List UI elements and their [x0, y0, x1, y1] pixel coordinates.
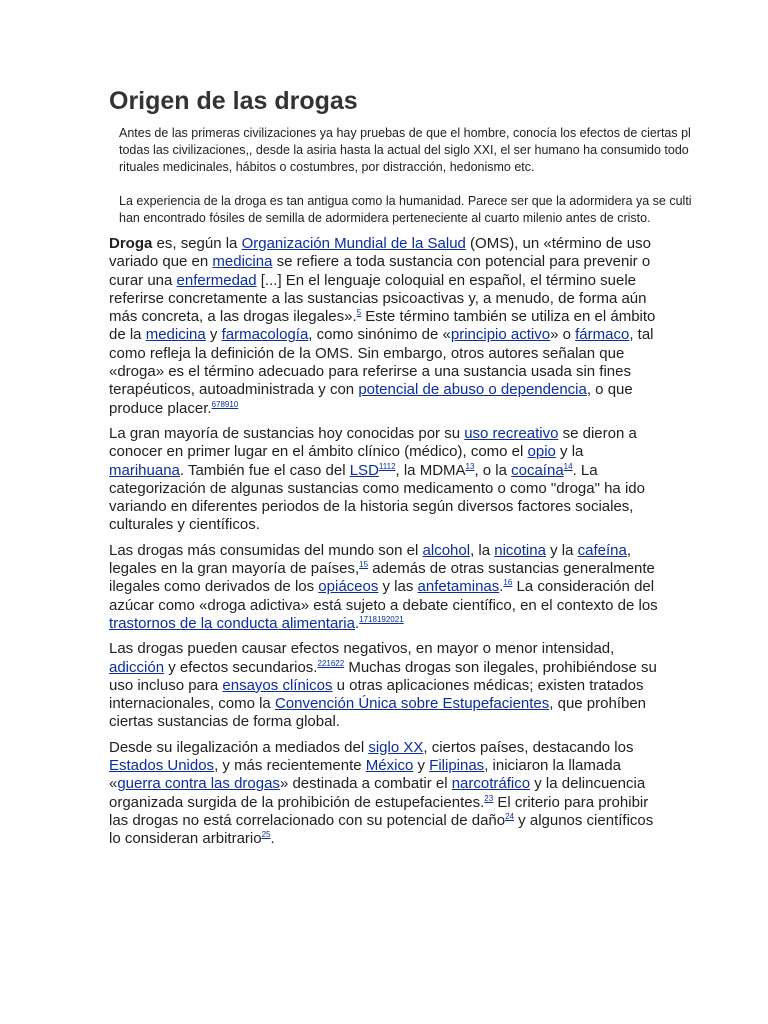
text: La gran mayoría de sustancias hoy conocidas por su	[109, 424, 465, 442]
reference-marker	[564, 462, 573, 471]
reference-marker	[503, 578, 512, 587]
text: y la	[545, 541, 578, 559]
text: , y más recientemente	[214, 757, 366, 775]
text: . La categorización de algunas sustancias como medicamento o como "droga" ha ido variando en diferentes periodos de la historia según diversos factores sociales, culturales y científicos.	[109, 461, 645, 534]
text: El criterio para prohibir las drogas no está correlacionado con su potencial de daño	[109, 793, 649, 829]
link-anfetaminas[interactable]: anfetaminas	[417, 578, 500, 596]
reference-link[interactable]: 14	[563, 461, 573, 471]
link-farmacologia[interactable]: farmacología	[221, 326, 309, 344]
link-principio-activo[interactable]: principio activo	[450, 326, 551, 344]
intro-line: Antes de las primeras civilizaciones ya hay pruebas de que el hombre, conocía los efectos de ciertas pl	[119, 126, 691, 140]
link-cafeina[interactable]: cafeína	[577, 541, 627, 559]
link-mexico[interactable]: México	[365, 757, 414, 775]
text: y la	[555, 443, 584, 461]
reference-marker	[359, 615, 404, 624]
intro-line: La experiencia de la droga es tan antigua como la humanidad. Parece ser que la adormidera ya se culti	[119, 194, 692, 208]
text: Muchas drogas son ilegales, prohibiéndose su uso incluso para	[109, 658, 657, 694]
reference-link[interactable]: 25	[261, 830, 271, 840]
reference-marker	[212, 400, 239, 409]
link-opiaceos[interactable]: opiáceos	[318, 578, 379, 596]
text: y	[413, 757, 430, 775]
reference-link[interactable]: 24	[505, 811, 515, 821]
text: La consideración del azúcar como «droga adictiva» está sujeto a debate científico, en el contexto de los	[109, 578, 658, 614]
reference-marker	[484, 794, 493, 803]
link-siglo-xx[interactable]: siglo XX	[368, 738, 424, 756]
text: y algunos científicos lo consideran arbitrario	[109, 811, 654, 848]
text: , legales en la gran mayoría de países,	[109, 541, 632, 578]
link-potencial-abuso[interactable]: potencial de abuso o dependencia	[358, 381, 587, 399]
paragraph-recreational-use	[109, 425, 661, 535]
text: , que prohíben ciertas sustancias de forma global.	[109, 695, 647, 731]
reference-marker	[359, 560, 368, 569]
text: , iniciaron la llamada «	[109, 757, 621, 793]
text: (OMS), un «término de uso variado que en	[109, 235, 651, 271]
text: es, según la	[152, 235, 242, 252]
link-farmaco[interactable]: fármaco	[575, 326, 630, 344]
text: , la MDMA	[395, 461, 466, 479]
link-oms[interactable]: Organización Mundial de la Salud	[241, 235, 466, 252]
text: , o que produce placer.	[109, 381, 633, 417]
intro-line: todas las civilizaciones,, desde la asiria hasta la actual del siglo XXI, el ser humano ha consumido todo	[119, 143, 689, 157]
reference-marker	[357, 308, 361, 317]
text: , tal como refleja la definición de la OMS. Sin embargo, otros autores señalan que «droga» es el término adecuado para referirse a una sustancia usada sin fines terapéuticos, autoadministrada y con	[109, 326, 654, 399]
text: Las drogas pueden causar efectos negativos, en mayor o menor intensidad,	[109, 640, 615, 658]
reference-link[interactable]: 16	[503, 578, 513, 588]
link-medicina[interactable]: medicina	[212, 253, 273, 271]
link-enfermedad[interactable]: enfermedad	[176, 271, 257, 289]
reference-link[interactable]: 15	[359, 560, 369, 570]
text: y efectos secundarios.	[164, 658, 318, 676]
reference-link[interactable]: 678910	[211, 399, 239, 409]
reference-link[interactable]: 5	[356, 308, 362, 318]
reference-marker	[505, 812, 514, 821]
link-ensayos-clinicos[interactable]: ensayos clínicos	[222, 676, 333, 694]
intro-line: han encontrado fósiles de semilla de adormidera perteneciente al cuarto milenio antes de cristo.	[119, 211, 651, 225]
text: .	[499, 578, 504, 596]
link-filipinas[interactable]: Filipinas	[429, 757, 485, 775]
reference-link[interactable]: 23	[484, 793, 494, 803]
link-estados-unidos[interactable]: Estados Unidos	[109, 757, 215, 775]
reference-link[interactable]: 13	[465, 461, 475, 471]
reference-marker	[317, 659, 344, 668]
link-guerra-contra-drogas[interactable]: guerra contra las drogas	[117, 775, 280, 793]
text: y	[205, 326, 222, 344]
text: [...] En el lenguaje coloquial en español, el término suele referirse concretamente a las sustancias psicoactivas y, a menudo, de forma aún más concreta, a las drogas ilegales».	[109, 271, 647, 326]
text: se refiere a toda sustancia con potencial para prevenir o curar una	[109, 253, 651, 289]
term-droga: Droga	[109, 235, 153, 252]
link-adiccion[interactable]: adicción	[109, 658, 165, 676]
text: Este término también se utiliza en el ámbito de la	[109, 308, 656, 344]
text: Desde su ilegalización a mediados del	[109, 738, 369, 756]
text: , ciertos países, destacando los	[423, 738, 634, 756]
text: además de otras sustancias generalmente ilegales como derivados de los	[109, 560, 655, 596]
link-narcotrafico[interactable]: narcotráfico	[451, 775, 531, 793]
link-marihuana[interactable]: marihuana	[109, 461, 180, 479]
link-medicina[interactable]: medicina	[145, 326, 206, 344]
link-opio[interactable]: opio	[527, 443, 556, 461]
link-nicotina[interactable]: nicotina	[494, 541, 546, 559]
reference-marker	[379, 462, 396, 471]
link-trastornos-conducta-alimentaria[interactable]: trastornos de la conducta alimentaria	[109, 614, 355, 632]
link-convencion-unica[interactable]: Convención Única sobre Estupefacientes	[274, 695, 550, 713]
text: .	[354, 614, 360, 632]
paragraph-definition	[109, 235, 661, 418]
text: » destinada a combatir el	[279, 775, 452, 793]
paragraph-war-on-drugs	[109, 739, 661, 849]
text: .	[270, 830, 275, 848]
text: y las	[378, 578, 418, 596]
link-alcohol[interactable]: alcohol	[422, 541, 471, 559]
reference-marker	[262, 830, 271, 839]
reference-link[interactable]: 221622	[317, 658, 345, 668]
link-cocaina[interactable]: cocaína	[511, 461, 564, 479]
text: Las drogas más consumidas del mundo son el	[109, 541, 423, 559]
text: u otras aplicaciones médicas; existen tratados internacionales, como la	[109, 676, 644, 713]
text: se dieron a conocer en primer lugar en el ámbito clínico (médico), como el	[109, 424, 637, 461]
text: y la delincuencia organizada surgida de la prohibición de estupefacientes.	[109, 775, 646, 811]
page-title: Origen de las drogas	[109, 87, 358, 115]
text: . También fue el caso del	[179, 461, 350, 479]
reference-link[interactable]: 1718192021	[359, 614, 404, 624]
text: » o	[550, 326, 576, 344]
reference-marker	[466, 462, 475, 471]
article-body	[109, 235, 661, 856]
paragraph-effects	[109, 640, 661, 731]
paragraph-most-consumed	[109, 542, 661, 633]
link-lsd[interactable]: LSD	[349, 461, 379, 479]
text: , la	[470, 541, 495, 559]
intro-block	[119, 125, 768, 227]
text: , como sinónimo de «	[308, 326, 451, 344]
link-uso-recreativo[interactable]: uso recreativo	[464, 424, 559, 442]
intro-line: rituales medicinales, hábitos o costumbres, por distracción, hedonismo etc.	[119, 160, 535, 174]
reference-link[interactable]: 1112	[378, 461, 396, 471]
text: , o la	[474, 461, 512, 479]
